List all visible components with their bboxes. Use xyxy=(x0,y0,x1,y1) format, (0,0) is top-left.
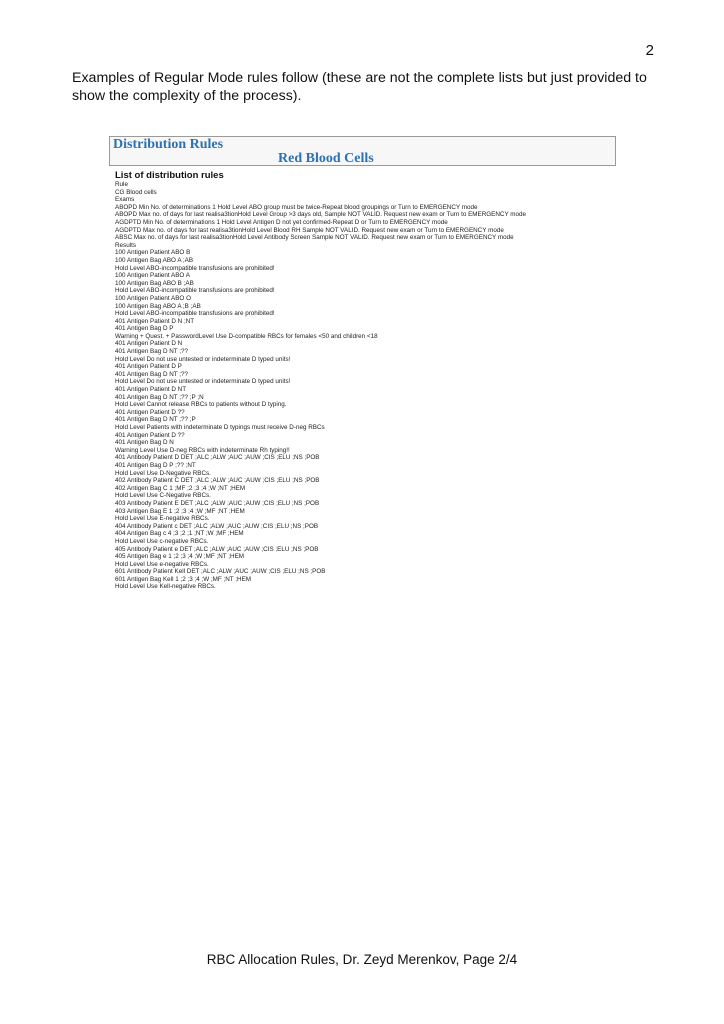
rule-line: Hold Level ABO-incompatible transfusions are prohibited! xyxy=(115,264,275,272)
rule-line: Hold Level Patients with indeterminate D typings must receive D-neg RBCs xyxy=(115,424,325,431)
rule-line: 402 Antigen Bag C 1 ;MF ;2 ;3 ;4 ;W ;NT ;HEM xyxy=(115,484,246,492)
rule-line: Warning Level Use D-neg RBCs with indeterminate Rh typing!! xyxy=(115,446,290,454)
page-footer: RBC Allocation Rules, Dr. Zeyd Merenkov, Page 2/4 xyxy=(206,952,518,967)
rule-line: 401 Antigen Patient D N xyxy=(115,340,183,348)
rule-line: Rule xyxy=(115,181,128,188)
rule-line: 403 Antibody Patient E DET ;ALC ;ALW ;AUC ;AUW ;CIS ;ELU ;NS ;POB xyxy=(115,499,320,507)
rule-line: 404 Antigen Bag c 4 ;3 ;2 ;1 ;NT ;W ;MF ;HEM xyxy=(115,530,244,538)
rules-list xyxy=(115,181,675,591)
rule-line: 100 Antigen Patient ABO A xyxy=(115,272,190,280)
rule-line: Hold Level Use e-negative RBCs. xyxy=(115,560,209,568)
panel-subtitle: Red Blood Cells xyxy=(278,151,374,166)
rule-line: 401 Antigen Bag D P xyxy=(115,325,174,333)
page-number: 2 xyxy=(645,42,654,59)
rule-line: Results xyxy=(115,241,136,249)
rule-line: ABOPD Max no. of days for last realisa3tionHold Level Group >3 days old, Sample NOT VALID. Request new exam or Turn to EMERGENCY mode xyxy=(115,211,527,219)
rule-line: Hold Level Use Kell-negative RBCs. xyxy=(115,583,216,591)
rules-list-title: List of distribution rules xyxy=(115,170,224,181)
rule-line: Exams xyxy=(115,196,135,204)
rule-line: 601 Antibody Patient Kell DET ;ALC ;ALW ;AUC ;AUW ;CIS ;ELU ;NS ;POB xyxy=(115,568,326,576)
rule-line: 401 Antigen Bag D NT ;?? xyxy=(115,370,189,378)
rule-line: AGDPTD Max no. of days for last realisa3tionHold Level Blood RH Sample NOT VALID. Request new exam or Turn to EMERGENCY mode xyxy=(115,226,504,234)
rule-line: 401 Antigen Bag D P ;?? ;NT xyxy=(115,461,196,469)
intro-paragraph: Examples of Regular Mode rules follow (these are not the complete lists but just provided to show the complexity of the process). xyxy=(72,70,647,104)
rule-line: 404 Antibody Patient c DET ;ALC ;ALW ;AUC ;AUW ;CIS ;ELU ;NS ;POB xyxy=(115,522,319,530)
rule-line: 401 Antigen Bag D N xyxy=(115,439,174,447)
rule-line: Hold Level ABO-incompatible transfusions are prohibited! xyxy=(115,287,275,295)
rule-line: Hold Level Do not use untested or indeterminate D typed units! xyxy=(115,355,291,363)
rule-line: ABOPD Min No. of determinations 1 Hold Level ABO group must be twice-Repeat blood groupings or Turn to EMERGENCY mode xyxy=(115,203,478,211)
panel-title: Distribution Rules xyxy=(113,137,224,152)
rule-line: CG Blood cells xyxy=(115,188,157,196)
rule-line: 401 Antigen Bag D NT ;?? ;P xyxy=(115,416,196,424)
rule-line: Hold Level Use D-Negative RBCs. xyxy=(115,469,211,477)
rule-line: 402 Antibody Patient C DET ;ALC ;ALW ;AUC ;AUW ;CIS ;ELU ;NS ;POB xyxy=(115,477,320,485)
rule-line: ABSC Max no. of days for last realisa3tionHold Level Antibody Screen Sample NOT VALID. Request new exam or Turn to EMERGENCY mode xyxy=(115,234,514,242)
rule-line: 401 Antigen Patient D ?? xyxy=(115,408,185,416)
distribution-rules-panel xyxy=(109,136,616,166)
rule-line: AGDPTD Min No. of determinations 1 Hold Level Antigen D not yet confirmed-Repeat D or Turn to EMERGENCY mode xyxy=(115,218,448,226)
rule-line: Hold Level Use E-negative RBCs. xyxy=(115,515,210,523)
rule-line: 405 Antibody Patient e DET ;ALC ;ALW ;AUC ;AUW ;CIS ;ELU ;NS ;POB xyxy=(115,545,319,553)
rule-line: Hold Level Use c-negative RBCs. xyxy=(115,537,209,545)
rule-line: 401 Antigen Bag D NT ;?? xyxy=(115,348,189,356)
rule-line: 401 Antigen Patient D NT xyxy=(115,386,187,394)
rule-line: Hold Level Use C-Negative RBCs. xyxy=(115,492,211,500)
rule-line: 405 Antigen Bag e 1 ;2 ;3 ;4 ;W ;MF ;NT ;HEM xyxy=(115,553,245,561)
rule-line: Warning + Quest. + PasswordLevel Use D-compatible RBCs for females <50 and children <18 xyxy=(115,332,378,340)
rule-line: Hold Level Cannot release RBCs to patients without D typing. xyxy=(115,401,287,409)
rule-line: 401 Antigen Patient D ?? xyxy=(115,431,185,439)
rule-line: 100 Antigen Patient ABO O xyxy=(115,294,191,302)
rule-line: 401 Antigen Patient D N ;NT xyxy=(115,317,195,325)
rule-line: 100 Antigen Bag ABO B ;AB xyxy=(115,279,194,287)
rule-line: 100 Antigen Bag ABO A ;AB xyxy=(115,256,194,264)
rule-line: 401 Antibody Patient D DET ;ALC ;ALW ;AUC ;AUW ;CIS ;ELU ;NS ;POB xyxy=(115,454,320,462)
rule-line: 100 Antigen Patient ABO B xyxy=(115,249,191,257)
rule-line: 100 Antigen Bag ABO A ;B ;AB xyxy=(115,302,201,310)
rule-line: 601 Antigen Bag Kell 1 ;2 ;3 ;4 ;W ;MF ;NT ;HEM xyxy=(115,575,252,583)
rule-line: Hold Level ABO-incompatible transfusions are prohibited! xyxy=(115,310,275,318)
rule-line: 401 Antigen Patient D P xyxy=(115,363,182,371)
rule-line: 401 Antigen Bag D NT ;?? ;P ;N xyxy=(115,393,204,401)
rule-line: 403 Antigen Bag E 1 ;2 ;3 ;4 ;W ;MF ;NT ;HEM xyxy=(115,507,245,515)
rule-line: Hold Level Do not use untested or indeterminate D typed units! xyxy=(115,378,291,386)
